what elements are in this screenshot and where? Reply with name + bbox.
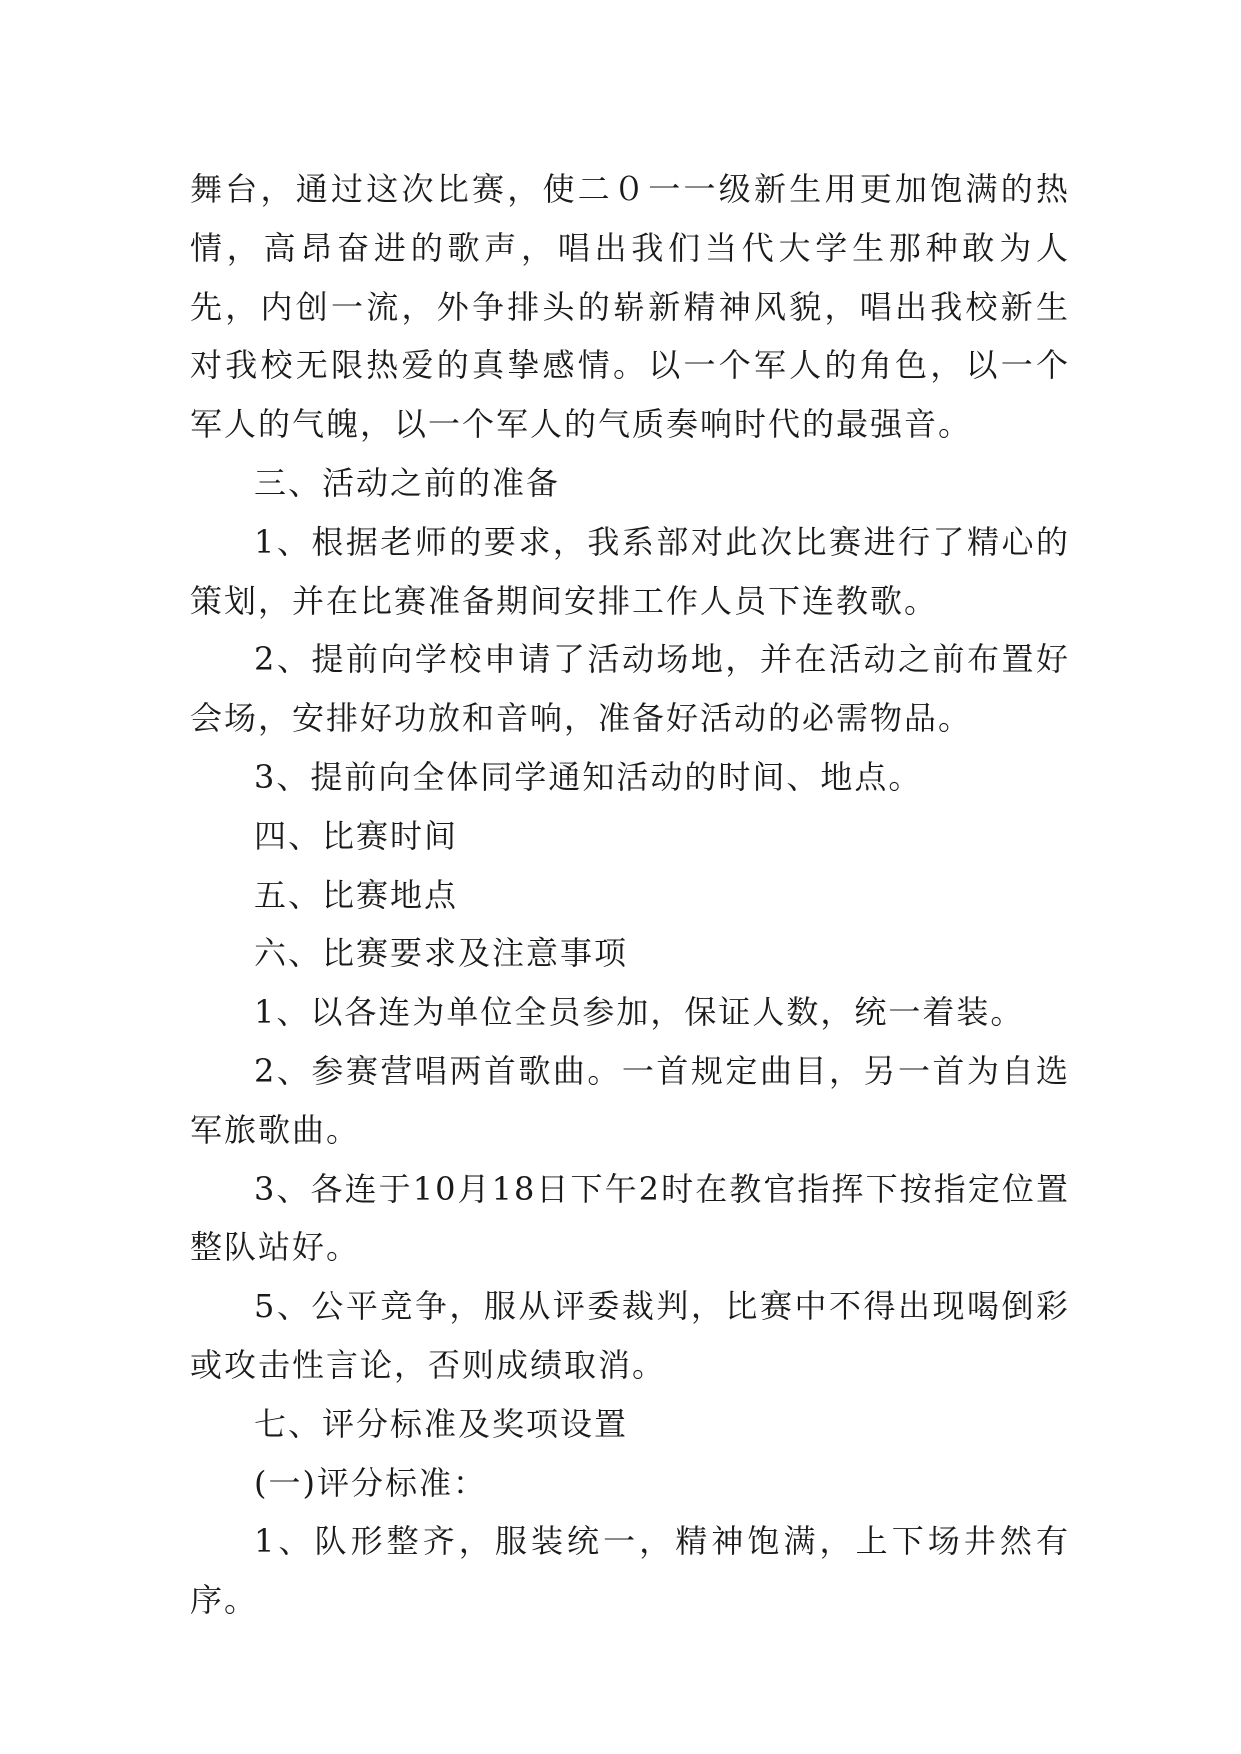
heading-location: 五、比赛地点	[254, 875, 459, 914]
document-body	[190, 160, 1070, 1630]
paragraph-prep-3: 3、提前向全体同学通知活动的时间、地点。	[254, 757, 923, 796]
paragraph-prep-2: 2、提前向学校申请了活动场地，并在活动之前布置好会场，安排好功放和音响，准备好活动的必需物品。	[190, 640, 1070, 738]
paragraph-req-2: 2、参赛营唱两首歌曲。一首规定曲目，另一首为自选军旅歌曲。	[190, 1051, 1070, 1149]
subheading-scoring: (一)评分标准：	[254, 1463, 487, 1502]
heading-requirements: 六、比赛要求及注意事项	[254, 934, 629, 973]
paragraph-scoring-1: 1、队形整齐，服装统一，精神饱满，上下场井然有序。	[190, 1522, 1070, 1620]
paragraph-intro: 舞台，通过这次比赛，使二０一一级新生用更加饱满的热情，高昂奋进的歌声，唱出我们当代大学生那种敢为人先，内创一流，外争排头的崭新精神风貌，唱出我校新生对我校无限热爱的真挚感情。以一个军人的角色，以一个军人的气魄，以一个军人的气质奏响时代的最强音。	[190, 170, 1070, 444]
paragraph-req-3: 3、各连于10月18日下午2时在教官指挥下按指定位置整队站好。	[190, 1169, 1070, 1267]
heading-preparation: 三、活动之前的准备	[254, 463, 561, 502]
paragraph-req-5: 5、公平竞争，服从评委裁判，比赛中不得出现喝倒彩或攻击性言论，否则成绩取消。	[190, 1287, 1070, 1384]
paragraph-prep-1: 1、根据老师的要求，我系部对此次比赛进行了精心的策划，并在比赛准备期间安排工作人员下连教歌。	[190, 522, 1070, 620]
paragraph-req-1: 1、以各连为单位全员参加，保证人数，统一着装。	[254, 993, 1025, 1032]
heading-time: 四、比赛时间	[254, 816, 459, 855]
heading-scoring-awards: 七、评分标准及奖项设置	[254, 1404, 629, 1443]
